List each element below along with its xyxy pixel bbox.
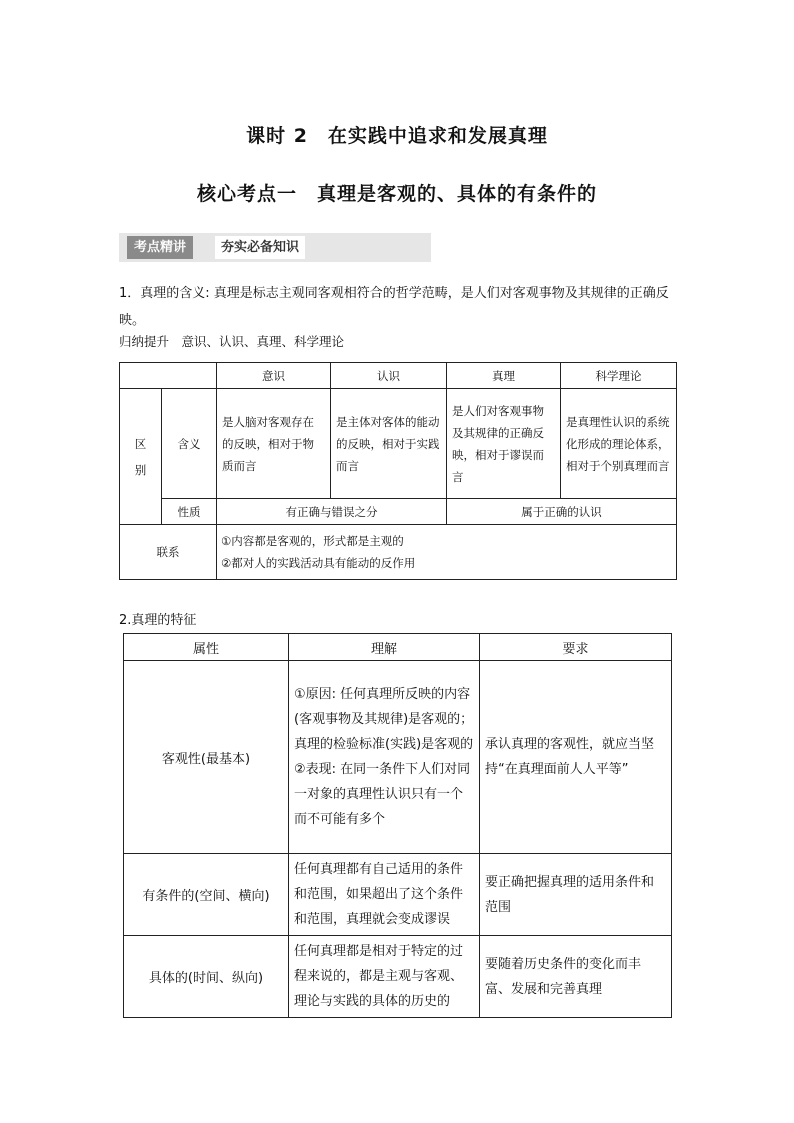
truth-features-heading: 2.真理的特征 (119, 613, 197, 628)
header-cell: 科学理论 (561, 363, 677, 389)
header-cell: 属性 (124, 634, 289, 661)
truth-features-table (123, 633, 672, 1018)
attribute-cell: 有条件的(空间、横向) (124, 854, 289, 936)
table-cell: 是人脑对客观存在的反映，相对于物质而言 (217, 389, 331, 499)
lianxi-cell (217, 525, 677, 580)
understanding-cell: 任何真理都有自己适用的条件和范围，如果超出了这个条件和范围，真理就会变成谬误 (289, 854, 480, 936)
hanyi-label: 含义 (162, 389, 217, 499)
table-row (120, 499, 677, 525)
lianxi-line: ①内容都是客观的，形式都是主观的 (221, 534, 404, 548)
table-row (124, 661, 672, 854)
header-cell: 要求 (480, 634, 672, 661)
understanding-cell: ①原因: 任何真理所反映的内容(客观事物及其规律)是客观的；真理的检验标准(实践)是客观的 ②表现: 在同一条件下人们对同一对象的真理性认识只有一个而不可能有多个 (289, 661, 480, 854)
table-header-row (120, 363, 677, 389)
table-row (120, 525, 677, 580)
banner-subtitle: 夯实必备知识 (215, 236, 305, 259)
comparison-table (119, 362, 677, 580)
page-title: 课时 2 在实践中追求和发展真理 (246, 125, 548, 147)
qubie-cell: 区别 (120, 389, 162, 525)
empty-corner-cell (120, 363, 217, 389)
understanding-cell: 任何真理都是相对于特定的过程来说的，都是主观与客观、理论与实践的具体的历史的 (289, 936, 480, 1018)
table-cell: 是主体对客体的能动的反映，相对于实践而言 (331, 389, 447, 499)
lianxi-line: ②都对人的实践活动具有能动的反作用 (221, 556, 416, 570)
attribute-cell: 客观性(最基本) (124, 661, 289, 854)
summary-label: 归纳提升 意识、认识、真理、科学理论 (119, 334, 345, 349)
table-row (124, 854, 672, 936)
header-cell: 理解 (289, 634, 480, 661)
banner-tag: 考点精讲 (127, 236, 193, 259)
header-cell: 真理 (447, 363, 561, 389)
table-row (124, 936, 672, 1018)
table-cell: 是人们对客观事物及其规律的正确反映，相对于谬误而言 (447, 389, 561, 499)
lianxi-label: 联系 (120, 525, 217, 580)
table-cell: 有正确与错误之分 (217, 499, 447, 525)
table-cell: 是真理性认识的系统化形成的理论体系，相对于个别真理而言 (561, 389, 677, 499)
section-banner (119, 233, 431, 262)
xingzhi-label: 性质 (162, 499, 217, 525)
section-title: 核心考点一 真理是客观的、具体的有条件的 (196, 183, 597, 205)
table-cell: 属于正确的认识 (447, 499, 677, 525)
requirement-cell: 要随着历史条件的变化而丰富、发展和完善真理 (480, 936, 672, 1018)
header-cell: 意识 (217, 363, 331, 389)
truth-definition-paragraph: 1．真理的含义: 真理是标志主观同客观相符合的哲学范畴，是人们对客观事物及其规律的正确反映。 (119, 286, 669, 328)
requirement-cell: 要正确把握真理的适用条件和范围 (480, 854, 672, 936)
table-header-row (124, 634, 672, 661)
requirement-cell: 承认真理的客观性，就应当坚持“在真理面前人人平等” (480, 661, 672, 854)
header-cell: 认识 (331, 363, 447, 389)
attribute-cell: 具体的(时间、纵向) (124, 936, 289, 1018)
table-row (120, 389, 677, 499)
